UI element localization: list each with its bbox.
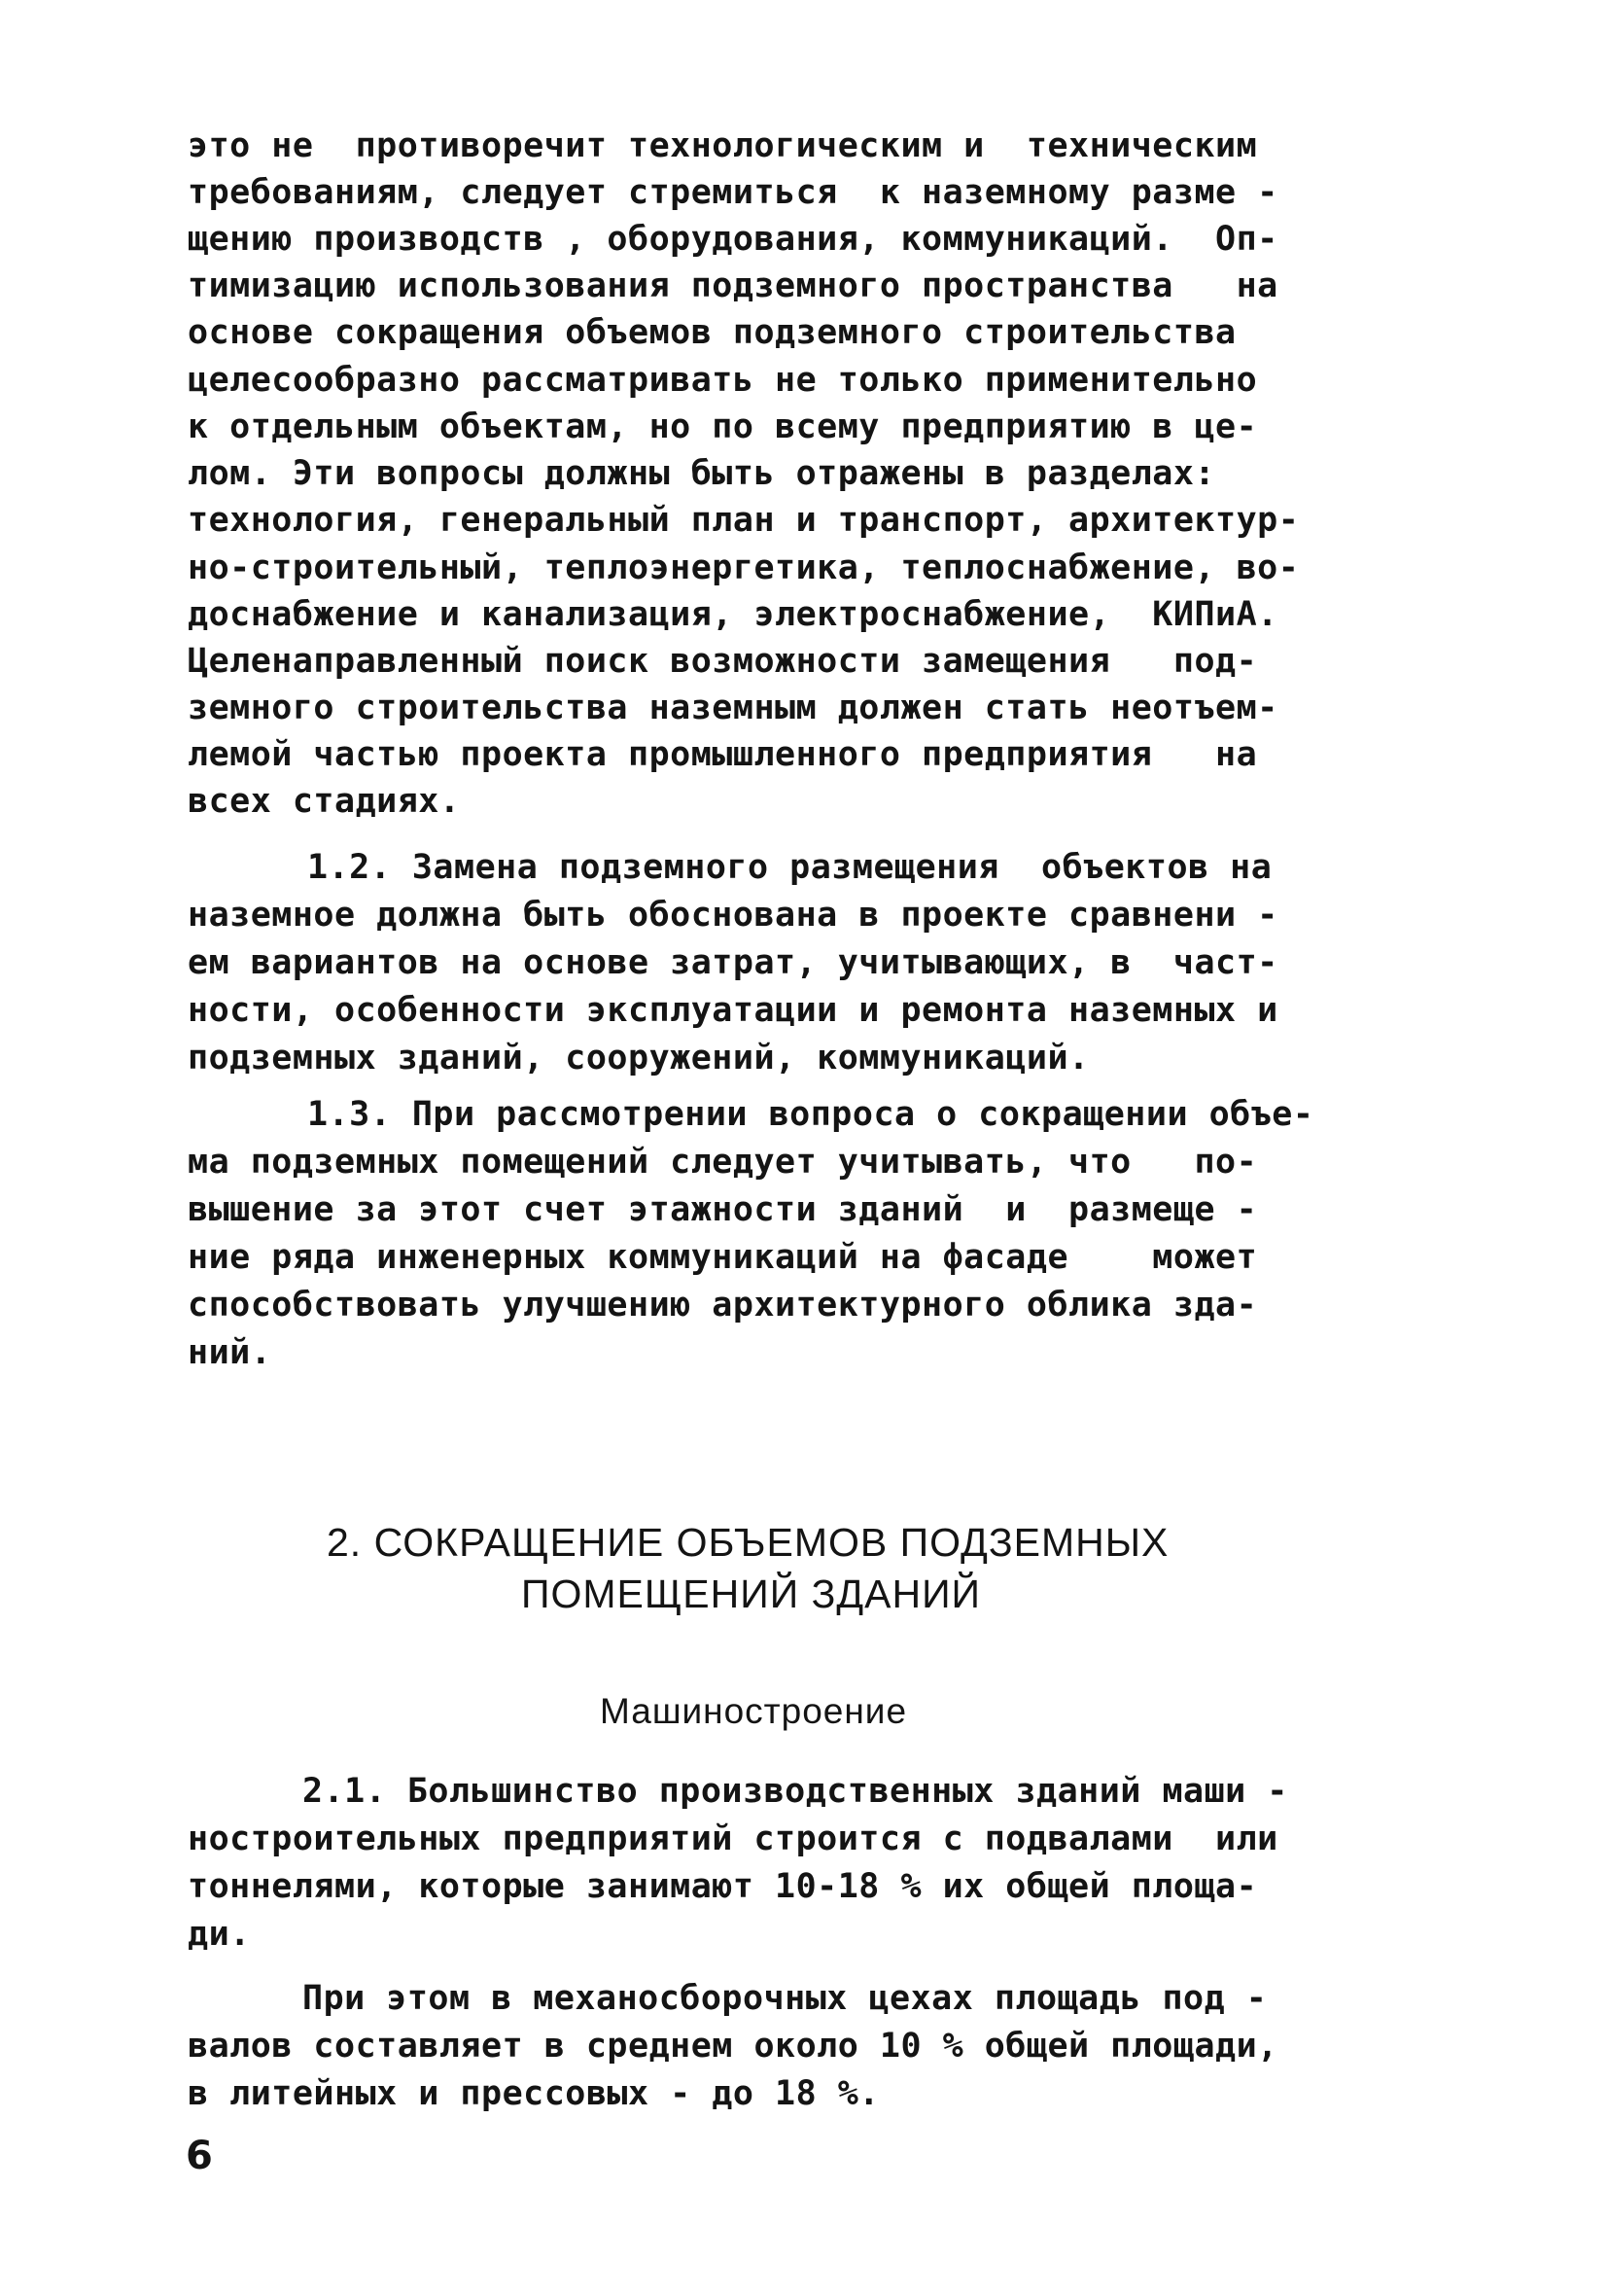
text-line: ем вариантов на основе затрат, учитывающих, в част-	[188, 943, 1278, 982]
text-line: основе сокращения объемов подземного строительства	[188, 313, 1237, 352]
text-line: целесообразно рассматривать не только применительно	[188, 361, 1258, 400]
text-line: наземное должна быть обоснована в проекте сравнени -	[188, 896, 1278, 935]
text-line: но-строительный, теплоэнергетика, теплоснабжение, во-	[188, 548, 1300, 587]
text-line: к отдельным объектам, но по всему предприятию в це-	[188, 407, 1258, 446]
text-line: вышение за этот счет этажности зданий и размеще -	[188, 1190, 1258, 1229]
text-line: лом. Эти вопросы должны быть отражены в разделах:	[188, 454, 1216, 493]
text-line: ди.	[188, 1915, 251, 1954]
text-line: технология, генеральный план и транспорт, архитектур-	[188, 501, 1300, 540]
section-title-line-2: ПОМЕЩЕНИЙ ЗДАНИЙ	[521, 1572, 982, 1616]
text-line: подземных зданий, сооружений, коммуникаций.	[188, 1039, 1090, 1077]
text-line: тоннелями, которые занимают 10-18 % их общей площа-	[188, 1867, 1258, 1906]
text-line: ности, особенности эксплуатации и ремонта наземных и	[188, 991, 1278, 1030]
text-line: ний.	[188, 1333, 272, 1372]
section-title-line-1: 2. СОКРАЩЕНИЕ ОБЪЕМОВ ПОДЗЕМНЫХ	[327, 1520, 1170, 1565]
text-line: ма подземных помещений следует учитывать, что по-	[188, 1143, 1258, 1182]
subsection-heading: Машиностроение	[600, 1691, 908, 1731]
text-line: ностроительных предприятий строится с подвалами или	[188, 1819, 1278, 1858]
text-line: валов составляет в среднем около 10 % общей площади,	[188, 2027, 1278, 2066]
text-line: Целенаправленный поиск возможности замещения под-	[188, 642, 1258, 681]
text-line: ние ряда инженерных коммуникаций на фасаде может	[188, 1238, 1258, 1277]
text-line: 1.3. При рассмотрении вопроса о сокращении объе-	[307, 1095, 1314, 1134]
text-line: всех стадиях.	[188, 782, 461, 821]
text-line: способствовать улучшению архитектурного облика зда-	[188, 1286, 1258, 1325]
text-line: 1.2. Замена подземного размещения объектов на	[307, 848, 1273, 887]
text-line: 2.1. Большинство производственных зданий маши -	[302, 1772, 1288, 1811]
text-line: щению производств , оборудования, коммуникаций. Оп-	[188, 220, 1278, 259]
text-line: требованиям, следует стремиться к наземному разме -	[188, 173, 1278, 212]
text-line: земного строительства наземным должен стать неотъем-	[188, 689, 1278, 727]
text-line: тимизацию использования подземного пространства на	[188, 266, 1278, 305]
text-line: в литейных и прессовых - до 18 %.	[188, 2074, 880, 2113]
text-line: лемой частью проекта промышленного предприятия на	[188, 735, 1258, 774]
text-line: При этом в механосборочных цехах площадь под -	[302, 1979, 1268, 2018]
page-number: 6	[186, 2134, 213, 2178]
text-line: доснабжение и канализация, электроснабжение, КИПиА.	[188, 595, 1278, 634]
text-line: это не противоречит технологическим и техническим	[188, 126, 1258, 165]
